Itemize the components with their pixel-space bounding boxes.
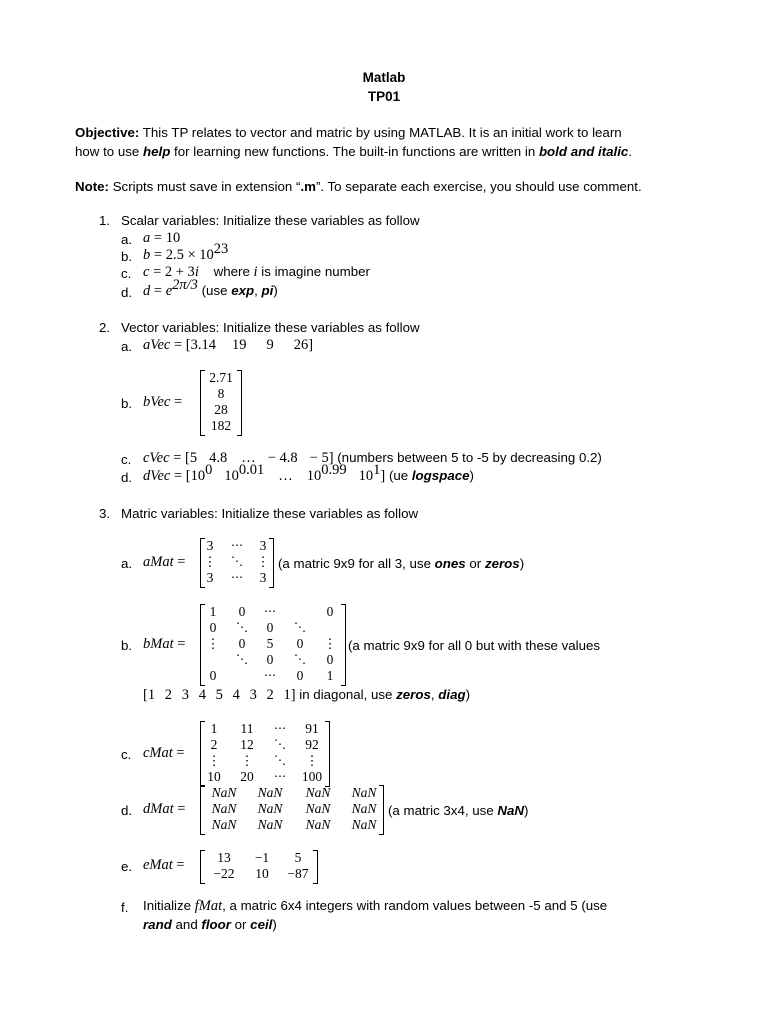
item-3c-label: c. — [121, 747, 132, 762]
item-3e-label: e. — [121, 859, 133, 874]
section-2-title: Vector variables: Initialize these variables as follow — [121, 320, 420, 335]
item-2d-expression: dVec = [$10^0$ $10^{0.01}$ … $10^{0.99}$ $10^1$] (ue logspace) — [143, 462, 474, 484]
item-3e-lhs: eMat = — [143, 857, 185, 873]
document-title: Matlab — [362, 70, 406, 85]
zeros-keyword: zeros — [396, 687, 431, 702]
bmat-matrix: 1 0 ⋯ 0 0 ⋱ 0 ⋱ ⋮ 0 5 0 ⋮ ⋱ 0 ⋱ 0 0 ⋯ 0 1 — [200, 604, 346, 686]
note-label: Note: — [75, 179, 109, 194]
ceil-keyword: ceil — [250, 917, 273, 932]
emat-matrix: 13 −1 5 −22 10 −87 — [200, 850, 318, 884]
exp-keyword: exp — [231, 283, 255, 298]
item-2c-label: c. — [121, 452, 132, 467]
item-1a-label: a. — [121, 232, 133, 247]
item-2b-label: b. — [121, 396, 133, 411]
item-3f-line1: Initialize fMat, a matric 6x4 integers with random values between -5 and 5 (use — [143, 898, 608, 914]
item-1c-expression: c = 2 + 3i where i is imagine number — [143, 264, 370, 280]
item-1c-label: c. — [121, 266, 132, 281]
item-2a-expression: aVec = [3.14 19 9 26] — [143, 337, 314, 353]
diag-keyword: diag — [438, 687, 466, 702]
section-1-title: Scalar variables: Initialize these variables as follow — [121, 213, 420, 228]
item-3b-lhs: bMat = — [143, 636, 186, 652]
objective-label: Objective: — [75, 125, 140, 140]
extension-keyword: .m — [300, 179, 316, 194]
zeros-keyword: zeros — [484, 556, 520, 571]
cmat-matrix: 1 11 ⋯ 91 2 12 ⋱ 92 ⋮ ⋮ ⋱ ⋮ 10 20 ⋯ 100 — [200, 721, 330, 787]
objective-paragraph: Objective: This TP relates to vector and matric by using MATLAB. It is an initial work to learn how to use help for learning new functions. The built-in functions are written in bold and italic. — [75, 125, 633, 159]
section-1-number: 1. — [99, 213, 111, 228]
item-3f-label: f. — [121, 900, 129, 915]
bold-italic-keyword: bold and italic — [538, 144, 629, 159]
item-2a-label: a. — [121, 339, 133, 354]
note-paragraph: Note: Scripts must save in extension “.m”. To separate each exercise, you should use comment. — [75, 179, 642, 194]
item-3b-note: (a matric 9x9 for all 0 but with these values — [348, 638, 601, 653]
item-3b-diagonal: [1 2 3 4 5 4 3 2 1] in diagonal, use zeros, diag) — [143, 687, 471, 703]
section-3-title: Matric variables: Initialize these variables as follow — [121, 506, 419, 521]
item-3d-note: (a matric 3x4, use NaN) — [388, 803, 529, 818]
amat-matrix: 3 ⋯ 3 ⋮ ⋱ ⋮ 3 ⋯ 3 — [200, 538, 274, 588]
item-3f-line2: rand and floor or ceil) — [143, 917, 277, 932]
rand-keyword: rand — [143, 917, 172, 932]
section-3-number: 3. — [99, 506, 111, 521]
floor-keyword: floor — [201, 917, 231, 932]
item-2c-expression: cVec = [5 4.8 … − 4.8 − 5] (numbers between 5 to -5 by decreasing 0.2) — [143, 450, 602, 466]
item-1d-label: d. — [121, 285, 133, 300]
item-1a-expression: a = 10 — [143, 230, 181, 246]
item-3d-lhs: dMat = — [143, 801, 186, 817]
ones-keyword: ones — [434, 556, 466, 571]
item-3c-lhs: cMat = — [143, 745, 185, 761]
document-subtitle: TP01 — [367, 89, 401, 104]
item-1b-label: b. — [121, 249, 133, 264]
item-3a-label: a. — [121, 556, 133, 571]
bvec-matrix: 2.71 8 28 182 — [200, 370, 242, 436]
item-3b-label: b. — [121, 638, 133, 653]
item-1b-expression: $b = 2.5 \times 10^{23}$ — [143, 241, 229, 263]
item-2d-label: d. — [121, 470, 133, 485]
help-keyword: help — [143, 144, 171, 159]
nan-keyword: NaN — [497, 803, 524, 818]
dmat-matrix: NaN NaN NaN NaN NaN NaN NaN NaN NaN NaN NaN NaN — [200, 785, 384, 835]
item-3d-label: d. — [121, 803, 133, 818]
item-2b-lhs: bVec = — [143, 394, 183, 410]
section-2-number: 2. — [99, 320, 111, 335]
item-3a-note: (a matric 9x9 for all 3, use ones or zeros) — [278, 556, 525, 571]
pi-keyword: pi — [261, 283, 274, 298]
item-1d-expression: $d = e^{2\pi/3}$ (use exp, pi) — [143, 277, 278, 299]
logspace-keyword: logspace — [411, 468, 470, 483]
objective-text: This TP relates to vector and matric by using MATLAB. It is an initial work to learn — [142, 125, 622, 140]
item-3a-lhs: aMat = — [143, 554, 186, 570]
